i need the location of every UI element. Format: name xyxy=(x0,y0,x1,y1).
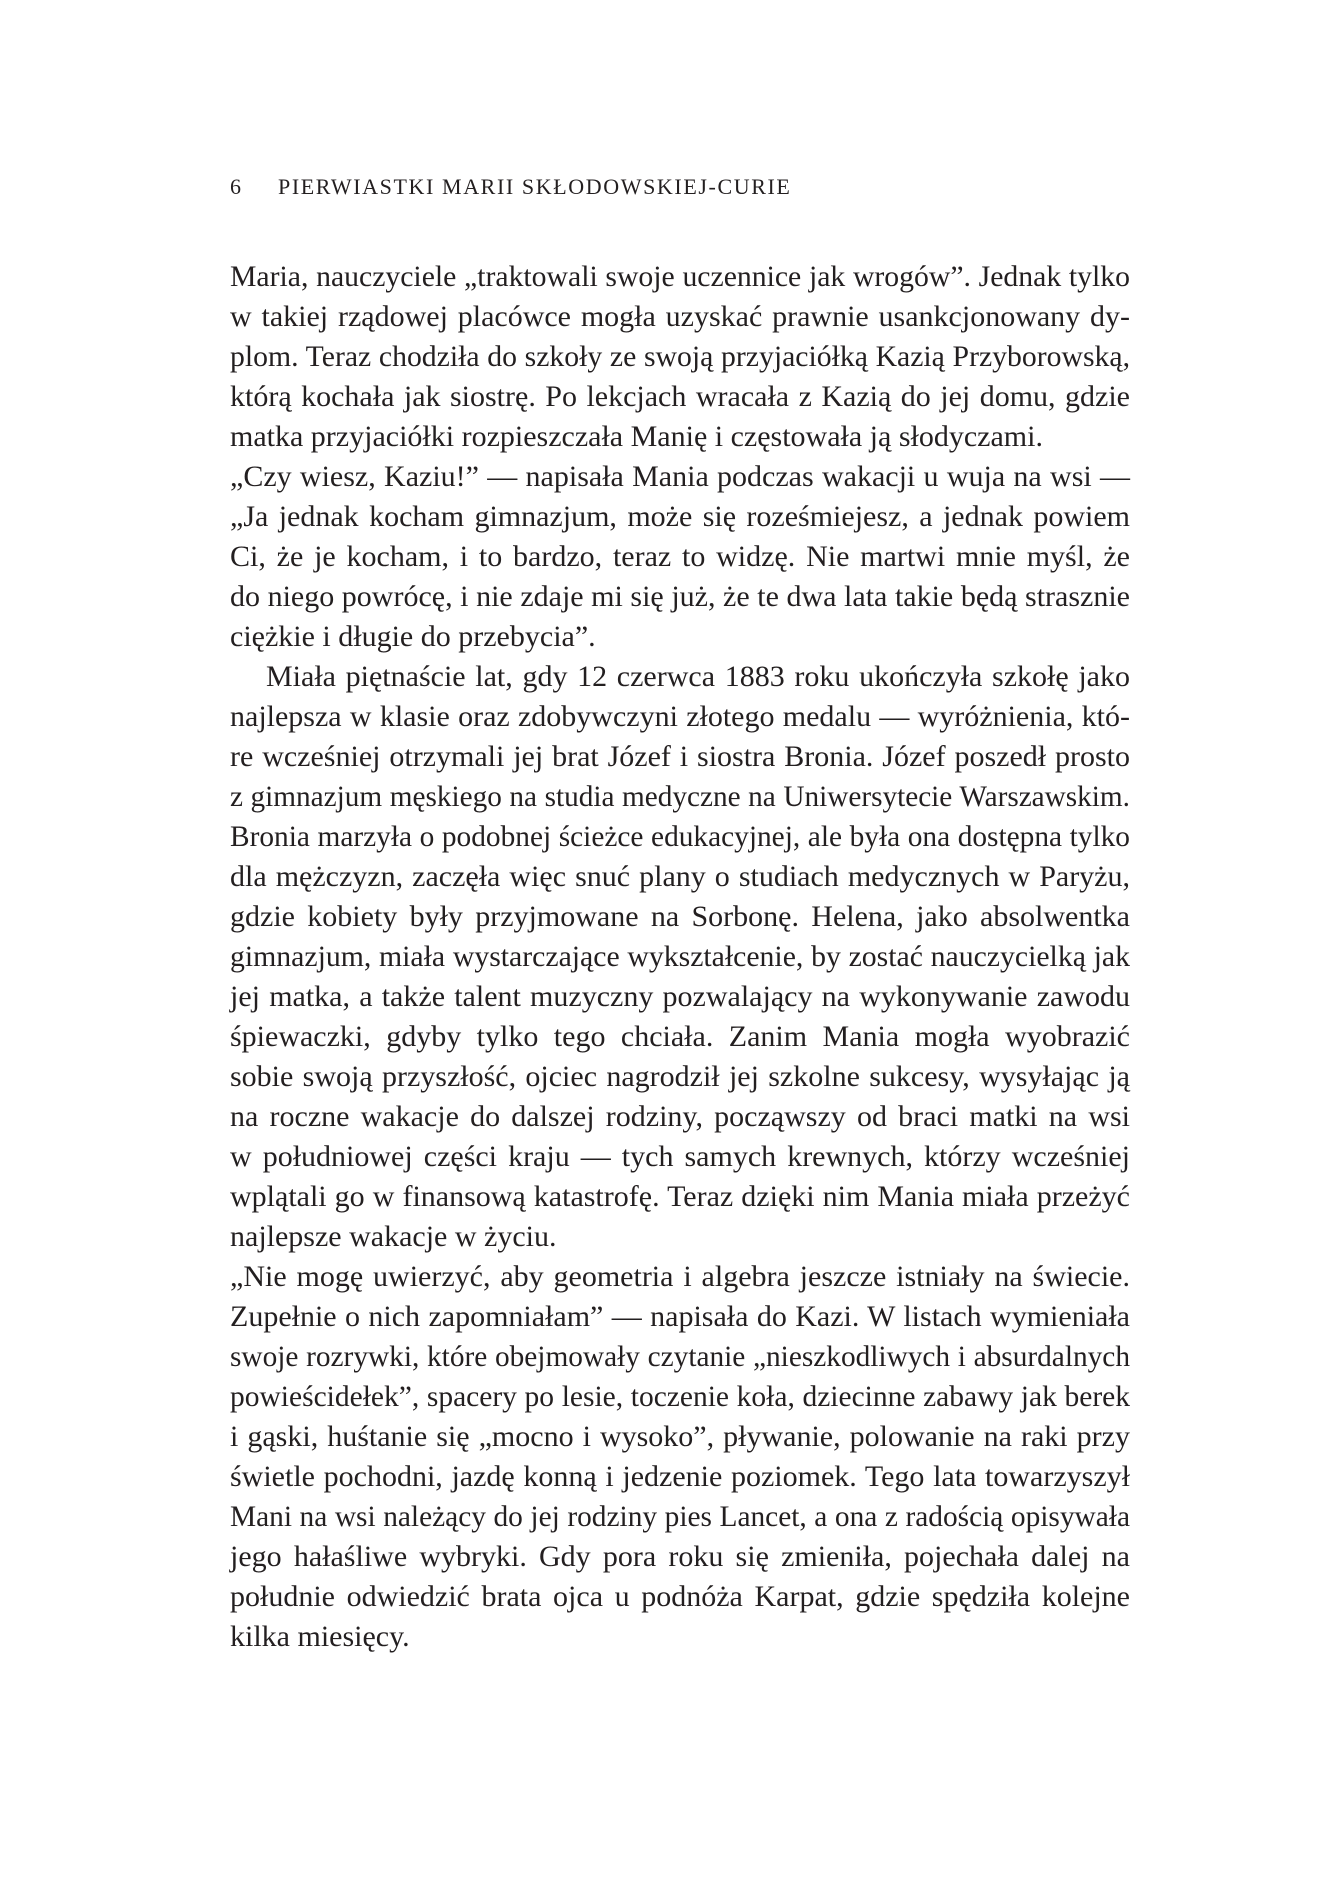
text-line: do niego powrócę, i nie zdaje mi się już, że te dwa lata takie będą strasznie xyxy=(230,580,1130,613)
text-line: „Ja jednak kocham gimnazjum, może się roześmiejesz, a jednak powiem xyxy=(230,500,1130,533)
text-line: gimnazjum, miała wystarczające wykształcenie, by zostać nauczycielką jak xyxy=(230,940,1130,973)
text-line: świetle pochodni, jazdę konną i jedzenie poziomek. Tego lata towarzyszył xyxy=(230,1460,1130,1493)
body-text xyxy=(230,257,1130,1657)
text-line: dla mężczyzn, zaczęła więc snuć plany o studiach medycznych w Paryżu, xyxy=(230,860,1130,893)
text-line: Ci, że je kocham, i to bardzo, teraz to widzę. Nie martwi mnie myśl, że xyxy=(230,540,1130,573)
text-line: matka przyjaciółki rozpieszczała Manię i częstowała ją słodyczami. xyxy=(230,420,1043,453)
text-line: re wcześniej otrzymali jej brat Józef i siostra Bronia. Józef poszedł prosto xyxy=(230,740,1130,773)
text-line: w takiej rządowej placówce mogła uzyskać prawnie usankcjonowany dy- xyxy=(230,300,1130,333)
text-line: najlepsze wakacje w życiu. xyxy=(230,1220,557,1253)
text-line: jego hałaśliwe wybryki. Gdy pora roku się zmieniła, pojechała dalej na xyxy=(230,1540,1130,1573)
text-line: południe odwiedzić brata ojca u podnóża Karpat, gdzie spędziła kolejne xyxy=(230,1580,1130,1613)
text-line: plom. Teraz chodziła do szkoły ze swoją przyjaciółką Kazią Przyborowską, xyxy=(230,341,1130,373)
text-line: gdzie kobiety były przyjmowane na Sorbonę. Helena, jako absolwentka xyxy=(230,900,1130,933)
text-line: śpiewaczki, gdyby tylko tego chciała. Zanim Mania mogła wyobrazić xyxy=(230,1020,1130,1053)
text-line: Maria, nauczyciele „traktowali swoje uczennice jak wrogów”. Jednak tylko xyxy=(230,261,1130,293)
text-line: powieścidełek”, spacery po lesie, toczenie koła, dziecinne zabawy jak berek xyxy=(230,1381,1130,1413)
text-line: na roczne wakacje do dalszej rodziny, począwszy od braci matki na wsi xyxy=(230,1100,1130,1133)
text-line: „Czy wiesz, Kaziu!” — napisała Mania podczas wakacji u wuja na wsi — xyxy=(230,460,1130,493)
text-line: Zupełnie o nich zapomniałam” — napisała do Kazi. W listach wymieniała xyxy=(230,1300,1130,1333)
running-head xyxy=(230,172,1130,202)
text-line: którą kochała jak siostrę. Po lekcjach wracała z Kazią do jej domu, gdzie xyxy=(230,380,1130,413)
text-line: Miała piętnaście lat, gdy 12 czerwca 1883 roku ukończyła szkołę jako xyxy=(266,660,1130,693)
text-line: sobie swoją przyszłość, ojciec nagrodził jej szkolne sukcesy, wysyłając ją xyxy=(230,1060,1130,1093)
text-line: wplątali go w finansową katastrofę. Teraz dzięki nim Mania miała przeżyć xyxy=(230,1180,1130,1213)
text-line: z gimnazjum męskiego na studia medyczne na Uniwersytecie Warszawskim. xyxy=(230,781,1130,813)
text-line: „Nie mogę uwierzyć, aby geometria i algebra jeszcze istniały na świecie. xyxy=(230,1260,1130,1293)
text-line: najlepsza w klasie oraz zdobywczyni złotego medalu — wyróżnienia, któ- xyxy=(230,700,1130,733)
text-line: ciężkie i długie do przebycia”. xyxy=(230,620,596,653)
text-line: i gąski, huśtanie się „mocno i wysoko”, pływanie, polowanie na raki przy xyxy=(230,1420,1130,1453)
text-line: kilka miesięcy. xyxy=(230,1620,410,1653)
text-line: w południowej części kraju — tych samych krewnych, którzy wcześniej xyxy=(230,1140,1130,1173)
running-title: PIERWIASTKI MARII SKŁODOWSKIEJ-CURIE xyxy=(278,174,792,199)
text-line: Mani na wsi należący do jej rodziny pies Lancet, a ona z radością opisywała xyxy=(230,1501,1130,1533)
page-number: 6 xyxy=(230,174,243,199)
text-line: Bronia marzyła o podobnej ścieżce edukacyjnej, ale była ona dostępna tylko xyxy=(230,821,1130,853)
text-line: swoje rozrywki, które obejmowały czytanie „nieszkodliwych i absurdalnych xyxy=(230,1341,1130,1373)
text-line: jej matka, a także talent muzyczny pozwalający na wykonywanie zawodu xyxy=(230,980,1130,1013)
